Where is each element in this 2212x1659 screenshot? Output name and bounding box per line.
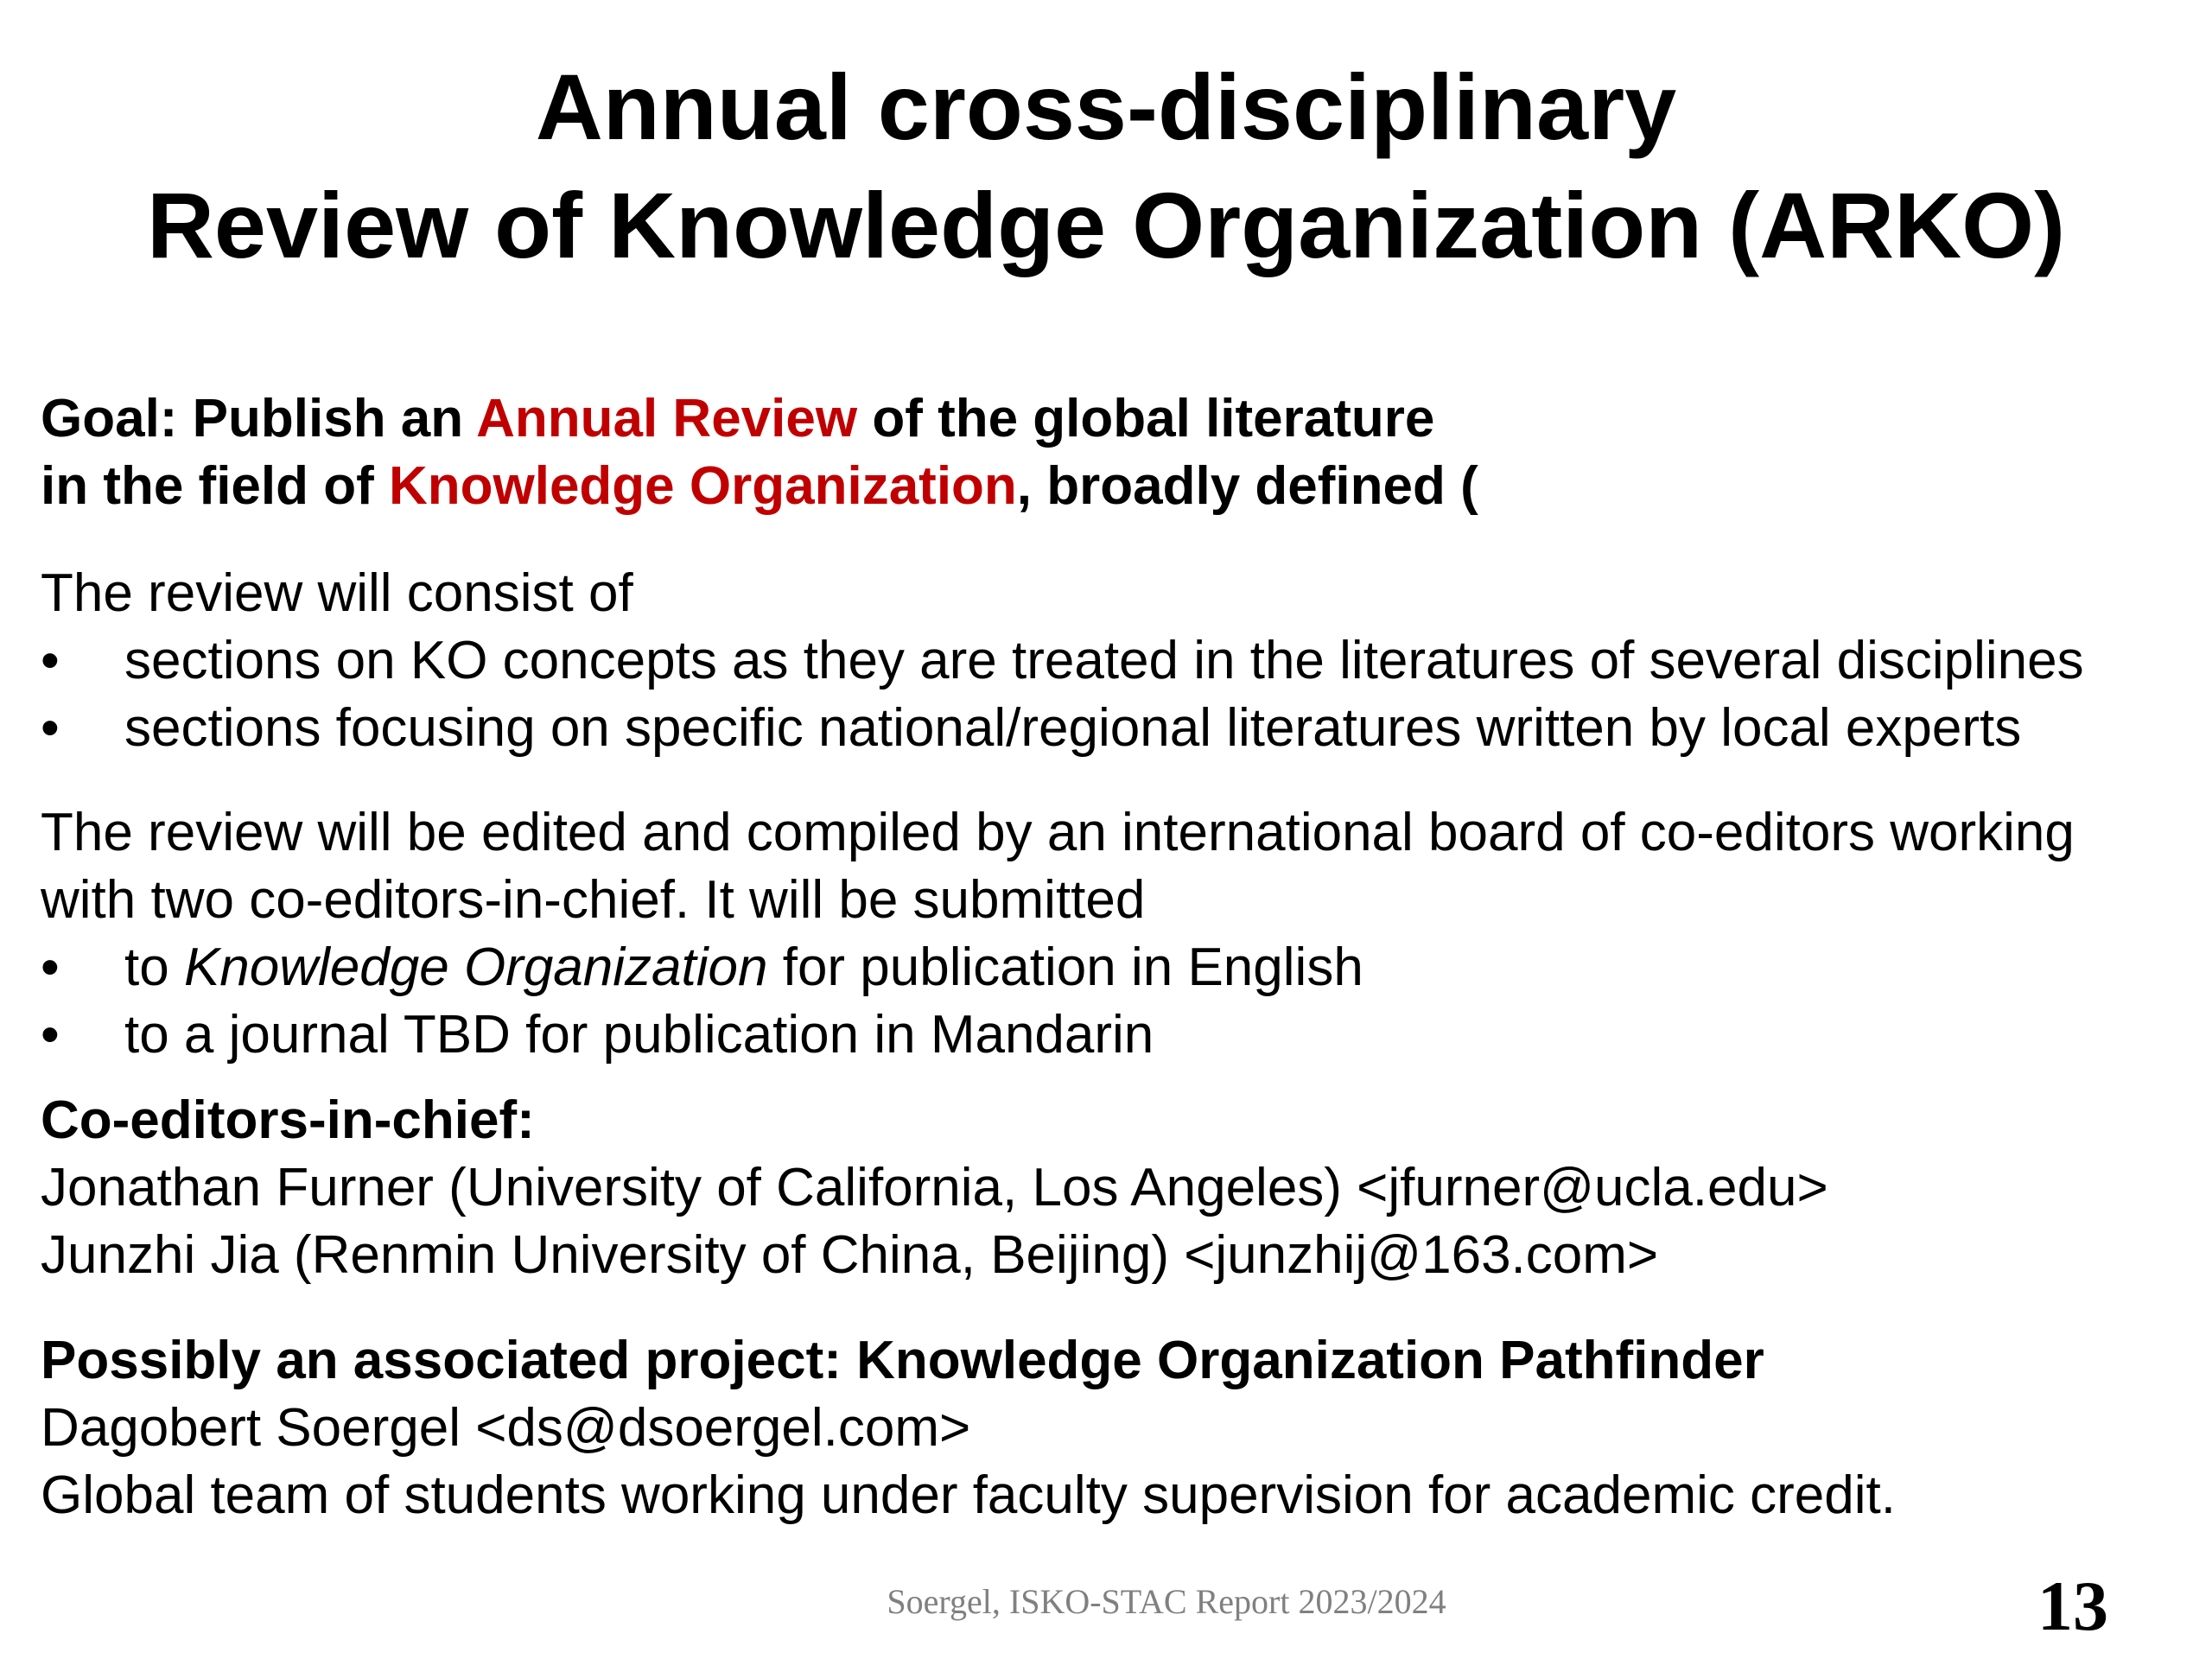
project-description: Global team of students working under faculty supervision for academic credit. xyxy=(41,1465,1896,1525)
editing-bullet xyxy=(41,934,2183,1001)
editing-bullet-1-prefix: to xyxy=(124,938,184,997)
title-line-2: Review of Knowledge Organization (ARKO) xyxy=(146,173,2066,277)
editing-block xyxy=(41,799,2183,1069)
editing-line-1: The review will be edited and compiled by an international board of co-editors working xyxy=(41,803,2075,862)
goal-line-2 xyxy=(41,453,2183,520)
consist-bullet xyxy=(41,695,2183,762)
editors-heading: Co-editors-in-chief: xyxy=(41,1090,535,1150)
consist-bullet-text: sections on KO concepts as they are treated in the literatures of several disciplines xyxy=(124,631,2084,690)
editing-bullet-2-text: to a journal TBD for publication in Mandarin xyxy=(124,1005,1154,1065)
bullet-mark: • xyxy=(41,938,60,997)
goal-line-1-prefix: Goal: Publish an xyxy=(41,389,477,448)
goal-line-2-prefix: in the field of xyxy=(41,456,389,516)
page-number: 13 xyxy=(2037,1567,2108,1645)
goal-line-2-suffix: , broadly defined ( xyxy=(1016,456,1478,516)
consist-bullet-text: sections focusing on specific national/regional literatures written by local experts xyxy=(124,698,2022,758)
editor-entry: Jonathan Furner (University of California, Los Angeles) <jfurner@ucla.edu> xyxy=(41,1158,1828,1217)
annual-review-highlight: Annual Review xyxy=(476,389,858,448)
project-heading: Possibly an associated project: Knowledge Organization Pathfinder xyxy=(41,1331,1764,1390)
editing-bullet xyxy=(41,1001,2183,1069)
editor-entry: Junzhi Jia (Renmin University of China, Beijing) <junzhij@163.com> xyxy=(41,1225,1659,1285)
consist-block xyxy=(41,560,2183,762)
journal-name-italic: Knowledge Organization xyxy=(183,938,768,997)
consist-bullet xyxy=(41,627,2183,695)
editing-bullet-1-suffix: for publication in English xyxy=(767,938,1363,997)
project-contact: Dagobert Soergel <ds@dsoergel.com> xyxy=(41,1398,971,1458)
goal-line-1-suffix: of the global literature xyxy=(857,389,1435,448)
slide-footer: Soergel, ISKO-STAC Report 2023/2024 xyxy=(887,1582,1446,1621)
consist-intro: The review will consist of xyxy=(41,563,633,623)
bullet-mark: • xyxy=(41,631,60,690)
bullet-mark: • xyxy=(41,698,60,758)
title-line-1: Annual cross-disciplinary xyxy=(535,54,1677,159)
goal-block xyxy=(41,385,2183,520)
bullet-mark: • xyxy=(41,1005,60,1065)
project-block xyxy=(41,1327,2183,1529)
slide-title xyxy=(0,48,2212,284)
goal-line-1 xyxy=(41,385,2183,453)
editing-line-2: with two co-editors-in-chief. It will be submitted xyxy=(41,870,1146,930)
knowledge-organization-highlight: Knowledge Organization xyxy=(388,456,1017,516)
editors-block xyxy=(41,1087,2183,1289)
